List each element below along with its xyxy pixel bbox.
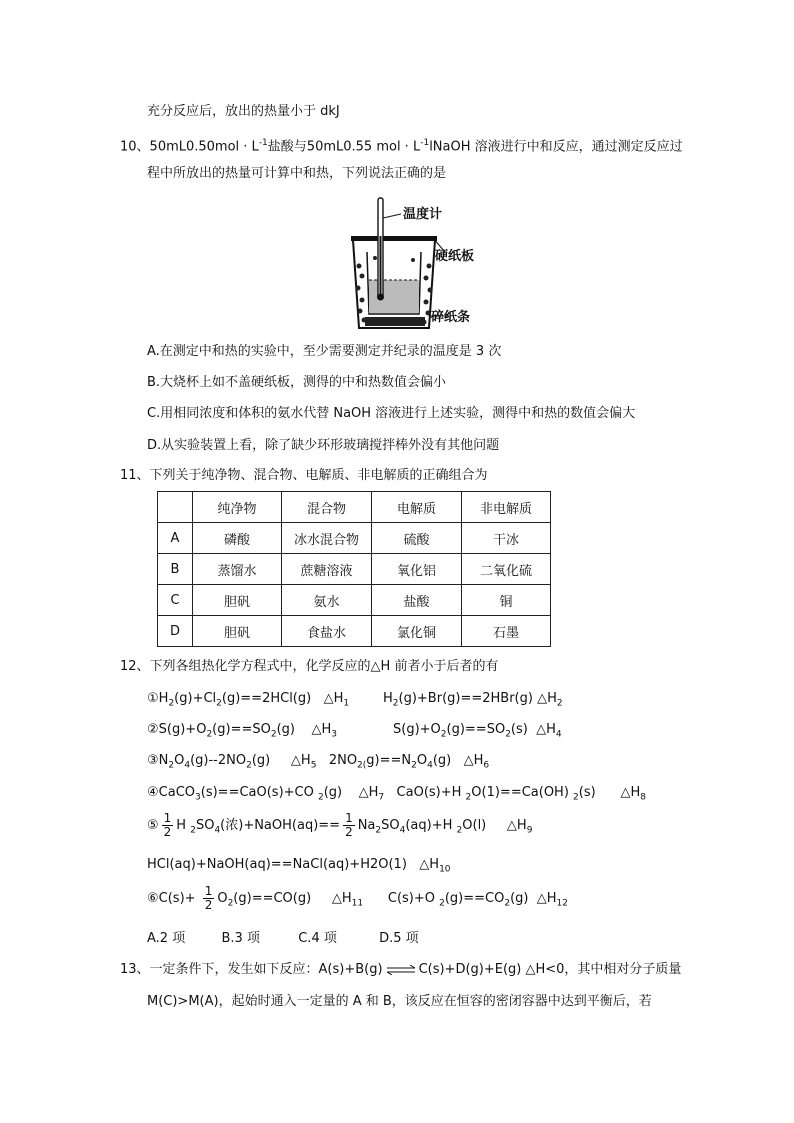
table-cell: 磷酸	[193, 523, 282, 554]
table-header-cell: 纯净物	[193, 492, 282, 523]
table-cell: 石墨	[462, 616, 551, 647]
q12-eq2-left: $②S(g)+O_2(g)==SO_2(g)$ $\triangle H_3$	[147, 722, 338, 740]
table-cell: B	[158, 554, 193, 585]
q12-eq5: ⑤ $\frac{1}{2}$ H $_2SO_4$(浓)+NaOH(aq)== $\frac{1}{2}$ $Na_2SO_4(aq)+H$ $_2$O(l) $\triangle H_9$	[147, 811, 533, 839]
q12-eq1-left: $①H_2(g)+Cl_2(g)==2HCl(g)$ $\triangle H_1$	[147, 691, 350, 709]
q12-stem: 12、下列各组热化学方程式中，化学反应的△H 前者小于后者的有	[120, 659, 499, 674]
q10-option-b: B.大烧杯上如不盖硬纸板，测得的中和热数值会偏小	[147, 375, 447, 390]
q10-option-a: A.在测定中和热的实验中，至少需要测定并纪录的温度是 3 次	[147, 344, 502, 359]
fraction-one-half: $\frac{1}{2}$	[163, 811, 172, 839]
table-cell: 胆矾	[193, 585, 282, 616]
q12-option-b: B.3 项	[221, 931, 260, 946]
q10-stem-line1: 10、$50mL0.50mol \cdot L^{-1}$盐酸与50mL0.55 mol · $L^{-1}lNaOH$ 溶液进行中和反应，通过测定反应过	[120, 138, 683, 155]
q12-eq6: ⑥C(s)+ $\frac{1}{2}$ $O_2(g)==CO(g)$ $\triangle H_{11}$ C(s)+O $_2(g)==CO_2(g)$ $\triangle H_{12}$	[147, 884, 568, 912]
fraction-one-half: $\frac{1}{2}$	[204, 884, 213, 912]
table-cell: 食盐水	[282, 616, 372, 647]
table-cell: 氯化铜	[372, 616, 462, 647]
calorimeter-figure	[345, 196, 495, 340]
fraction-one-half: $\frac{1}{2}$	[345, 811, 353, 839]
table-cell: 铜	[462, 585, 551, 616]
label-cardboard: 硬纸板	[435, 249, 475, 264]
table-cell: 蔗糖溶液	[282, 554, 372, 585]
reversible-arrow-icon	[386, 965, 416, 975]
q10-option-d: D.从实验装置上看，除了缺少环形玻璃搅拌棒外没有其他问题	[147, 438, 500, 453]
q12-option-c: C.4 项	[298, 931, 337, 946]
table-row	[158, 523, 551, 554]
table-header-row	[158, 492, 551, 523]
table-header-cell: 非电解质	[462, 492, 551, 523]
label-shredded-paper: 碎纸条	[431, 310, 471, 325]
carry-over-text: 充分反应后，放出的热量小于 dkJ	[147, 104, 340, 119]
q11-stem: 11、下列关于纯净物、混合物、电解质、非电解质的正确组合为	[120, 468, 488, 483]
q12-eq3: $③N_2O_4(g)--2NO_2(g)$ $\triangle H_5$ $2NO_{2(}g)==N_2O_4(g)$ $\triangle H_6$	[147, 753, 490, 771]
label-thermometer: 温度计	[403, 207, 443, 222]
q12-eq5b: HCl(aq)+NaOH(aq)==NaCl(aq)+H2O(1) $\triangle H_{10}$	[147, 857, 451, 875]
table-cell: 冰水混合物	[282, 523, 372, 554]
q10-option-c: C.用相同浓度和体积的氨水代替 NaOH 溶液进行上述实验，测得中和热的数值会偏大	[147, 406, 636, 421]
table-header-cell: 混合物	[282, 492, 372, 523]
table-row	[158, 554, 551, 585]
q13-stem-line2: M(C)>M(A)，起始时通入一定量的 A 和 B，该反应在恒容的密闭容器中达到平衡后，若	[147, 994, 652, 1009]
table-cell: 氨水	[282, 585, 372, 616]
q12-option-a: A.2 项	[147, 931, 186, 946]
q12-eq2-right: $S(g)+O_2(g)==SO_2(s)$ $\triangle H_4$	[393, 722, 562, 740]
table-cell: 干冰	[462, 523, 551, 554]
table-cell: A	[158, 523, 193, 554]
q12-eq4: ④CaCO$_3$(s)==CaO(s)+CO $_2$(g) $\triangle H_7$ CaO(s)+H $_2$O(1)==Ca(OH) $_2$(s) $\triangle H_8$	[147, 785, 646, 803]
classification-table	[157, 491, 551, 647]
q12-option-d: D.5 项	[379, 931, 419, 946]
table-cell: 二氧化硫	[462, 554, 551, 585]
table-cell: 硫酸	[372, 523, 462, 554]
q10-stem-line2: 程中所放出的热量可计算中和热，下列说法正确的是	[147, 166, 447, 181]
table-cell: C	[158, 585, 193, 616]
table-cell: 氧化铝	[372, 554, 462, 585]
table-row	[158, 616, 551, 647]
table-cell: D	[158, 616, 193, 647]
q12-options	[147, 930, 419, 948]
table-cell: 盐酸	[372, 585, 462, 616]
q12-eq1-right: $H_2(g)+Br(g)==2HBr(g)$ $\triangle H_2$	[383, 691, 563, 709]
table-cell: 蒸馏水	[193, 554, 282, 585]
table-header-cell: 电解质	[372, 492, 462, 523]
table-cell: 胆矾	[193, 616, 282, 647]
q13-stem-line1: 13、一定条件下，发生如下反应：A(s)+B(g) C(s)+D(g)+E(g) △H<0，其中相对分子质量	[120, 962, 682, 977]
table-row	[158, 585, 551, 616]
table-header-cell	[158, 492, 193, 523]
